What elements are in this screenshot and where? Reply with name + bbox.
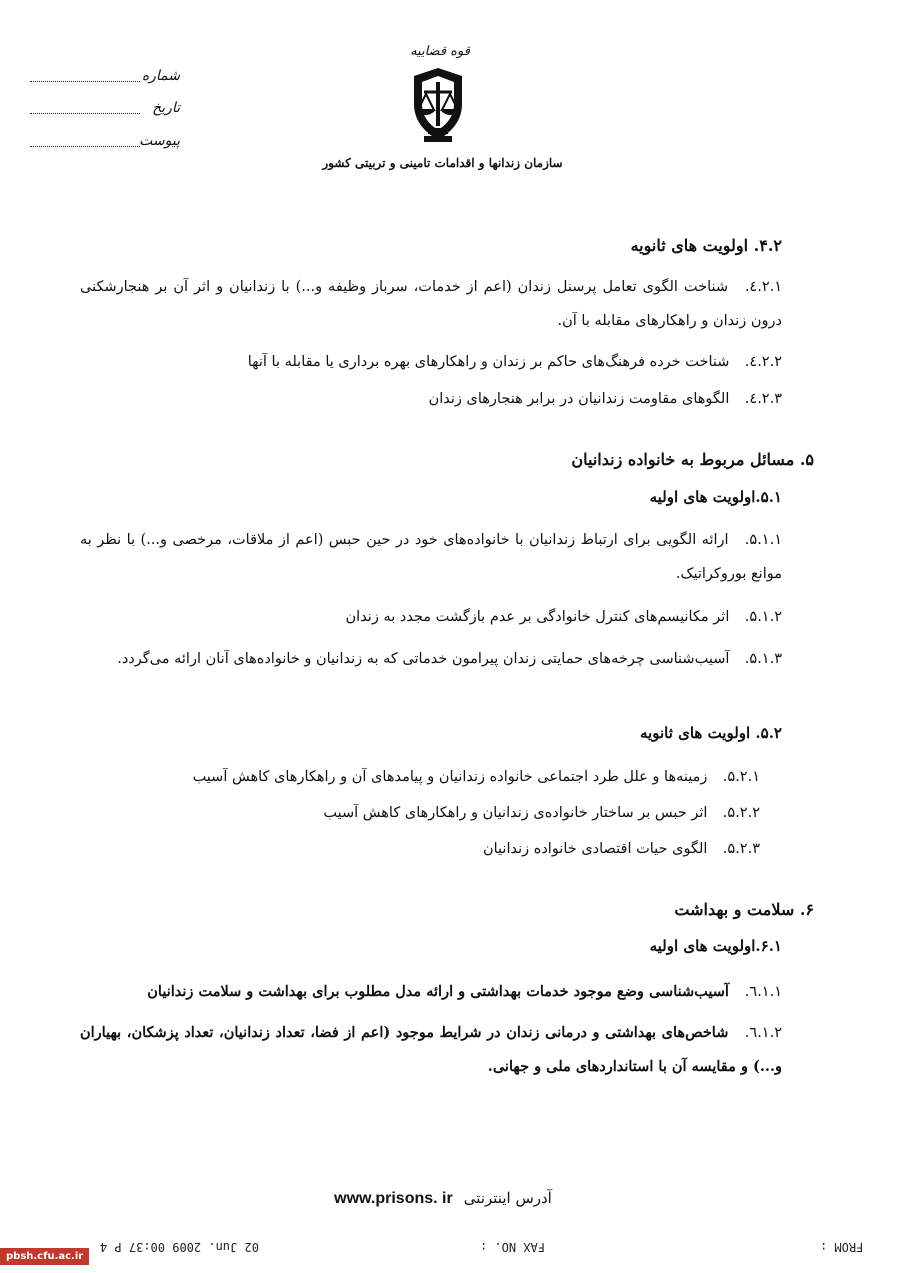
fax-from: FROM : [820, 1240, 864, 1254]
item-number: ۵.۱.۳. [744, 651, 782, 667]
item-number: ۵.۱.۱. [744, 532, 782, 548]
watermark-badge: pbsh.cfu.ac.ir [0, 1248, 89, 1265]
date-field [30, 100, 180, 122]
item-number: ۵.۲.۱. [722, 769, 760, 785]
item-text: الگوی حیات اقتصادی خانواده زندانیان [482, 841, 708, 857]
list-item-6-1-2 [80, 1016, 782, 1084]
footer-address-label: آدرس اینترنتی [463, 1189, 552, 1207]
item-text: شاخص‌های بهداشتی و درمانی زندان در شرایط موجود (اعم از فضا، تعداد زندانیان، تعداد پزشکان، بهیاران و...) و مقایسه آن با استانداردهای ملی و جهانی. [80, 1024, 782, 1075]
section-4-2-title: ۴.۲. اولویت های ثانویه [630, 236, 782, 255]
list-item-5-2-2 [150, 796, 760, 830]
item-text: ارائه الگویی برای ارتباط زندانیان با خانواده‌های خود در حین حبس (اعم از ملاقات، مرخصی و...) با نظر به موانع بوروکراتیک. [80, 532, 782, 582]
item-text: الگوهای مقاومت زندانیان در برابر هنجارهای زندان [428, 391, 730, 407]
number-field [30, 68, 180, 90]
organization-name: سازمان زندانها و اقدامات تامینی و تربیتی کشور [322, 156, 563, 170]
list-item-4-2-1 [80, 270, 782, 338]
item-number: ٦.١.١. [744, 984, 782, 1000]
judiciary-emblem-icon [402, 64, 474, 150]
list-item-4-2-2 [80, 345, 782, 379]
number-label: شماره [141, 68, 180, 84]
list-item-5-1-2 [80, 600, 782, 634]
list-item-5-2-1 [150, 760, 760, 794]
fax-number: FAX NO. : [480, 1240, 546, 1254]
date-label: تاریخ [152, 100, 180, 116]
section-6-title: ۶. سلامت و بهداشت [674, 900, 814, 919]
item-number: ٤.٢.٣. [744, 391, 782, 407]
item-number: ٤.٢.١. [744, 279, 783, 295]
section-5-2-title: ۵.۲. اولویت های ثانویه [640, 724, 782, 742]
section-5-1-title: ۵.۱.اولویت های اولیه [649, 488, 782, 506]
item-text: آسیب‌شناسی چرخه‌های حمایتی زندان پیرامون خدماتی که به زندانیان و خانواده‌های آنان ارائه می‌گردد. [117, 651, 730, 667]
item-text: شناخت خرده فرهنگ‌های حاکم بر زندان و راهکارهای بهره برداری یا مقابله با آنها [247, 354, 730, 370]
item-text: اثر حبس بر ساختار خانواده‌ی زندانیان و راهکارهای کاهش آسیب [323, 805, 708, 821]
list-item-5-2-3 [150, 832, 760, 866]
item-text: آسیب‌شناسی وضع موجود خدمات بهداشتی و ارائه مدل مطلوب برای بهداشت و سلامت زندانیان [147, 983, 729, 1000]
date-dotted-line [30, 113, 140, 114]
item-number: ٤.٢.٢. [744, 354, 782, 370]
judiciary-motto: قوه قضاییه [410, 44, 470, 59]
fax-date: 02 Jun. 2009 00:37 P 4 [100, 1240, 259, 1254]
item-number: ۵.۲.۳. [722, 841, 760, 857]
attachment-dotted-line [30, 146, 140, 147]
footer-url: www.prisons. ir [334, 1190, 453, 1207]
list-item-5-1-3 [80, 642, 782, 676]
number-dotted-line [30, 81, 140, 82]
list-item-4-2-3 [80, 382, 782, 416]
footer-web-address [318, 1188, 568, 1208]
item-number: ۵.۲.۲. [722, 805, 760, 821]
list-item-6-1-1 [80, 975, 782, 1009]
item-text: شناخت الگوی تعامل پرسنل زندان (اعم از خدمات، سرباز وظیفه و...) با زندانیان و اثر آن بر هنجارشکنی درون زندان و راهکارهای مقابله با آن. [80, 279, 782, 329]
item-text: اثر مکانیسم‌های کنترل خانوادگی بر عدم بازگشت مجدد به زندان [345, 609, 730, 625]
item-text: زمینه‌ها و علل طرد اجتماعی خانواده زندانیان و پیامدهای آن و راهکارهای کاهش آسیب [192, 769, 708, 785]
attachment-label: پیوست [139, 133, 180, 149]
section-5-title: ۵. مسائل مربوط به خانواده زندانیان [571, 450, 814, 469]
list-item-5-1-1 [80, 523, 782, 591]
section-6-1-title: ۶.۱.اولویت های اولیه [649, 937, 782, 955]
item-number: ۵.۱.۲. [744, 609, 782, 625]
item-number: ٦.١.٢. [744, 1025, 782, 1041]
attachment-field [30, 133, 180, 155]
